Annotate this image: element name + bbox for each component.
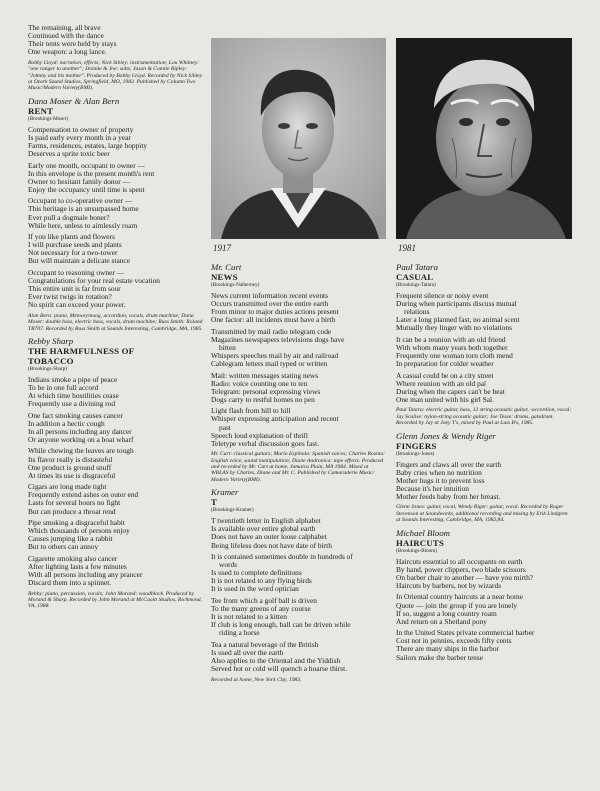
song-rent	[28, 96, 203, 332]
lyric-line: riding a horse	[219, 628, 260, 638]
column-middle	[211, 258, 386, 686]
lyric-line: At which time hostilities cease	[28, 391, 119, 401]
lyric-line: Owner to hesitant family donor —	[28, 176, 131, 186]
song-lyrics	[396, 558, 572, 662]
lyric-stanza	[211, 641, 386, 673]
lyric-line: Discard them into a spinnet.	[28, 578, 112, 588]
lyric-line: Haircuts by barbers, not by wizards	[396, 580, 502, 590]
lyric-stanza	[211, 517, 386, 549]
lyric-line: One man united with his girl Sal.	[396, 394, 494, 404]
lyric-line: Which thousands of persons enjoy	[28, 526, 130, 536]
lyric-line: One product is ground snuff	[28, 462, 112, 472]
lyric-line: By hand, power clippers, two blade scissors	[396, 564, 526, 574]
song-credit: Recorded at home, New York City, 1983.	[211, 676, 302, 683]
lyric-line: News current information recent events	[211, 291, 328, 300]
lyric-line: While chewing the leaves are tough	[28, 446, 134, 456]
lyric-line: There are many ships in the harbor	[396, 644, 500, 654]
lyric-stanza	[211, 553, 386, 593]
lyric-stanza	[28, 376, 203, 408]
song-publisher: (Brookings-Kramer)	[211, 507, 254, 514]
song-artist: Mr. Curt	[211, 262, 242, 272]
song-artist: Paul Tatara	[396, 262, 438, 272]
lyric-line: I will purchase seeds and plants	[28, 240, 122, 250]
song-title: FINGERS	[396, 440, 437, 451]
song-credit: Paul Tatara: electric guitar, bass, 12 string acoustic guitar, -accordion, vocal; Jay Scalise: nylon-string acoustic guitar; Joe Tesse: drums, gatsdrum. Recorded by Jay at Joey T's, mixed by Paul at Luis B's, 1985.	[396, 407, 572, 427]
lyric-line: Frequently one woman torn cloth mend	[396, 351, 513, 361]
lyric-line: Because it's her intuition	[396, 483, 469, 493]
lyric-stanza	[211, 372, 386, 404]
lyric-line: Pipe smoking a disgraceful habit	[28, 518, 125, 527]
lyric-line: It is used in the word optician	[211, 584, 299, 594]
lyric-line: Not necessary for a two-tower	[28, 248, 118, 258]
song-lyrics	[211, 517, 386, 673]
lyric-line: In all persons including any dancer	[28, 426, 132, 436]
lyric-line: To the many greens of any course	[211, 604, 311, 613]
lyric-line: Where reunion with an old pal	[396, 378, 487, 388]
lyric-line: Mother hugs it to prevent loss	[396, 475, 485, 485]
lyric-line: Ever pull a dogmale boner?	[28, 212, 110, 222]
song-publisher: (Brookings-Moser)	[28, 115, 69, 122]
lyric-stanza	[28, 269, 203, 309]
song-artist: Glenn Jones & Wendy Riger	[396, 430, 496, 441]
song-credit: Mr. Curt: classical guitars; Mario Espinola: Spanish voices; Charles Rosina: English voice, sound manipulation; Diane Andronica: tape effects. Produced and recorded by Mr. Curt at home, Jamaica Plain, MA 1984. Mixed at WBLAS by Charles, Diane and Mr. C. Published by Camaraderie Music/ Modern Variety(BMI).	[211, 451, 386, 483]
lyric-line: relations	[404, 307, 430, 317]
song-publisher: (Brookings-Jones)	[396, 450, 435, 457]
song-title: HAIRCUTS	[396, 537, 445, 548]
lyric-line: One fact smoking causes cancer	[28, 410, 123, 420]
lyric-line: Indians smoke a pipe of peace	[28, 374, 118, 384]
portrait-1917-image	[211, 38, 386, 239]
lyric-line: Occupant to reasoning owner —	[28, 267, 125, 277]
song-publisher: (Brookings-Bloom)	[396, 547, 437, 554]
lyric-line: Fingers and claws all over the earth	[396, 459, 502, 469]
lyric-line: Deserves a sprite toxic beer	[28, 149, 110, 159]
lyric-line: Their tents were held by stays	[28, 39, 117, 49]
lyric-line: To be in one full accord	[28, 383, 99, 393]
lyric-line: Transmitted by mail radio telegram code	[211, 326, 332, 336]
lyric-line: In the United States private commercial barber	[396, 628, 535, 638]
lyric-line: A casual could be on a city street	[396, 370, 494, 380]
lyric-line: Frequently use a divining rod	[28, 399, 116, 409]
column-right	[396, 258, 572, 665]
lyric-line: Mother feeds baby from her breast.	[396, 491, 501, 501]
lyric-stanza	[396, 629, 572, 661]
lyric-stanza	[396, 336, 572, 368]
song-title: CASUAL	[396, 272, 434, 282]
lyric-line: Haircuts essential to all occupants on earth	[396, 556, 523, 566]
intro-credit: Bobby Lloyd: narration, effects; Nick Sibley: instrumentation; Lou Whitney: "one ranger to another"; Donnie & Joe: sobs; Jason & Connie Ripley: "Johnny and his mother". Produced by Bobby Lloyd. Recorded by Nick Sibley at Ozark Sound Studios, Springfield, MO, 1983. Published by Column Two Music/Modern Variety(BMI).	[28, 59, 203, 92]
lyric-line: But can produce a throat rend	[28, 506, 116, 516]
lyric-line: Frequent silence or noisy event	[396, 291, 489, 300]
song-lyrics	[28, 126, 203, 310]
lyric-line: Ever twist twigs in rotation?	[28, 292, 112, 302]
lyric-stanza	[28, 162, 203, 194]
song-lyrics	[211, 292, 386, 448]
lyric-line: On barber chair to another — have you mirth?	[396, 572, 534, 582]
song-title: NEWS	[211, 272, 238, 282]
song-news	[211, 262, 386, 483]
lyric-line: Radio: voice counting one to ten	[211, 378, 308, 388]
lyric-line: Frequently extend ashes on outer end	[28, 490, 139, 500]
lyric-stanza	[28, 233, 203, 265]
lyric-line: Compensation to owner of property	[28, 124, 134, 134]
lyric-line: This heritage is an unsurpassed home	[28, 204, 139, 214]
lyric-line: Lasts for several hours no fight	[28, 498, 121, 508]
lyric-line: But to others can annoy	[28, 542, 99, 552]
song-haircuts	[396, 528, 572, 662]
lyric-line: Cigars are long made tight	[28, 482, 107, 492]
lyric-stanza	[211, 407, 386, 447]
lyric-line: Telegram: personal expressing views	[211, 386, 321, 396]
lyric-line: No spirit can exceed your power.	[28, 300, 126, 310]
lyric-line: It is not related to any flying birds	[211, 576, 312, 586]
lyric-line: Cablegram letters mail typed or written	[211, 359, 328, 369]
lyric-line: Farms, residences, estates, large hoppity	[28, 140, 148, 150]
lyric-line: Teletype verbal discussion goes fast.	[211, 438, 320, 448]
song-t	[211, 487, 386, 683]
song-publisher: (Brookings-Tatara)	[396, 282, 436, 288]
lyric-line: Does not have an outer loose calphabet	[211, 532, 327, 542]
lyric-stanza	[28, 412, 203, 444]
lyric-stanza	[28, 519, 203, 551]
lyric-line: Cost not in pennies, exceeds fifty cents	[396, 636, 512, 646]
song-publisher: (Brookings-Sharp)	[28, 365, 67, 372]
song-title: RENT	[28, 105, 54, 116]
lyric-line: Enjoy the occupancy until time is spent	[28, 184, 145, 194]
lyric-line: During when participants discuss mutual	[396, 299, 517, 309]
lyric-line: Cigarette smoking also cancer	[28, 553, 118, 563]
song-credit: Alan Bern: piano, Memorymoog, accordion, vocals, drum machine; Dana Moser: double bass, electric bass, vocals, drum machine; Russ Smith: Roland TR707. Recorded by Russ Smith at Sounds Interesting, Cambridge, MA, 1985.	[28, 312, 203, 332]
lyric-line: Is used all over the earth	[211, 647, 284, 657]
lyric-stanza	[396, 593, 572, 625]
lyric-stanza	[28, 126, 203, 158]
lyric-stanza	[396, 372, 572, 404]
lyric-line: Also applies to the Oriental and the Yiddish	[211, 655, 341, 665]
lyric-line: Occupant to co-operative owner —	[28, 196, 133, 206]
lyric-stanza	[211, 597, 386, 637]
lyric-line: Magazines newspapers televisions dogs have	[211, 334, 345, 344]
lyric-line: It is not related to a kitten	[211, 612, 287, 622]
lyric-line: Occurs transmitted over the entire earth	[211, 299, 329, 309]
photo-old-man	[396, 38, 571, 239]
column-left	[28, 24, 203, 613]
lyric-line: Later a long planned fast, no animal scent	[396, 315, 520, 325]
lyric-line: Continued with the dance	[28, 31, 104, 41]
lyric-line: T twentieth letter in English alphabet	[211, 516, 321, 526]
lyric-line: Whispers speeches mail by air and railroad	[211, 351, 339, 361]
lyric-line: During when the capers can't be beat	[396, 386, 505, 396]
lyric-line: If club is long enough, ball can be driven while	[211, 620, 351, 630]
lyric-line: Mutually they linger with no violations	[396, 323, 512, 333]
lyric-line: bitten	[219, 342, 236, 352]
lyric-line: In addition a hectic cough	[28, 418, 105, 428]
lyric-line: If you like plants and flowers	[28, 232, 115, 242]
lyric-line: In this envelope is the present month's rent	[28, 168, 155, 178]
lyric-line: And return on a Shetland pony	[396, 616, 487, 626]
lyric-line: Is paid early every month in a year	[28, 132, 131, 142]
lyric-line: It is contained sometimes double in hundreds of	[211, 552, 353, 562]
lyric-line: The remaining, all brave	[28, 23, 101, 32]
song-casual	[396, 262, 572, 427]
lyric-line: Whisper expressing anticipation and recent	[211, 414, 339, 424]
song-artist: Rebby Sharp	[28, 335, 74, 346]
lyric-line: One weapon: a long lance.	[28, 47, 107, 57]
lyric-stanza	[28, 555, 203, 587]
lyric-line: Light flash from hill to hill	[211, 406, 291, 416]
lyric-line: Early one month, occupant to owner —	[28, 160, 145, 170]
lyric-line: From minor to major duties actions present	[211, 307, 339, 317]
song-title-line2: TOBACCO	[28, 355, 74, 366]
lyric-line: Tee from which a golf ball is driven	[211, 595, 317, 605]
song-artist: Kramer	[211, 487, 239, 498]
lyric-line: past	[219, 422, 231, 432]
lyric-line: Causes jumping like a rabbit	[28, 534, 113, 544]
lyric-line: Dogs carry to restful homes no pen	[211, 394, 315, 404]
song-title: T	[211, 497, 218, 508]
photo-year-1917: 1917	[213, 243, 231, 253]
lyric-stanza	[28, 483, 203, 515]
song-artist: Dana Moser & Alan Bern	[28, 95, 120, 106]
song-lyrics	[396, 292, 572, 404]
lyric-line: Tea a natural beverage of the British	[211, 639, 319, 649]
lyric-line: words	[219, 560, 238, 570]
lyric-line: At times its use is disgraceful	[28, 470, 116, 480]
song-lyrics	[396, 461, 572, 501]
lyric-line: Served hot or cold will quench a hoarse thirst.	[211, 664, 348, 674]
lyric-line: Mail: written messages stating news	[211, 370, 319, 380]
lyric-line: In Oriental country haircuts at a near home	[396, 592, 524, 602]
song-publisher: (Brookings-Naiberney)	[211, 282, 260, 288]
lyric-line: Speech loud explanation of thrill	[211, 430, 308, 440]
lyric-line: Congratulations for your real estate vocation	[28, 275, 160, 285]
photo-young-man	[211, 38, 386, 239]
song-tobacco	[28, 336, 203, 610]
lyric-line: If so, suggest a long country roam	[396, 608, 497, 618]
lyric-stanza	[396, 292, 572, 332]
lyric-line: Baby cries when no nutrition	[396, 467, 482, 477]
lyric-stanza	[28, 197, 203, 229]
lyric-line: With whom many years both together	[396, 342, 508, 352]
lyric-line: Is available over entire global earth	[211, 524, 316, 534]
lyric-line: Its flavor really is distasteful	[28, 454, 113, 464]
lyric-line: Sailors make the barber tense	[396, 652, 484, 662]
lyric-stanza	[396, 558, 572, 590]
song-lyrics	[28, 376, 203, 587]
song-title-line1: THE HARMFULNESS OF	[28, 345, 135, 356]
lyric-line: After lighting lasts a few minutes	[28, 561, 127, 571]
lyric-stanza	[396, 461, 572, 501]
song-artist: Michael Bloom	[396, 527, 450, 538]
lyric-stanza	[28, 447, 203, 479]
lyric-line: Or anyone working on a boat wharf	[28, 434, 134, 444]
lyric-stanza	[211, 292, 386, 324]
lyric-line: It can be a reunion with an old friend	[396, 334, 506, 344]
photo-year-1981: 1981	[398, 243, 416, 253]
lyric-line: But will maintain a delicate stance	[28, 256, 130, 266]
lyric-line: While here, unless to aimlessly roam	[28, 220, 138, 230]
lyric-line: Is used to complete definitions	[211, 568, 302, 578]
lyric-line: One factor: all incidents must have a birth	[211, 315, 336, 325]
lyric-stanza	[211, 328, 386, 368]
song-credit: Glenn Jones: guitar, vocal, Wendy Riger: guitar, vocal. Recorded by Roger Stevenson at Soundworks, additional recording and mixing by Erik Lindgren at Sounds Interesting, Cambridge, MA, 1982,84.	[396, 504, 568, 524]
lyric-line: Being lifeless does not have date of birth	[211, 540, 332, 550]
song-fingers	[396, 431, 572, 524]
portrait-1981-image	[396, 38, 572, 239]
lyric-line: With all persons including any prancer	[28, 569, 143, 579]
song-credit: Rebby: piano, percussion, vocals; John Morand: woodblock. Produced by Morand & Sharp. Recorded by John Morand at McCaoitt Studios, Richmond, VA, 1988.	[28, 590, 202, 610]
intro-stanza	[28, 24, 203, 56]
lyric-line: Quote — join the group if you are lonely	[396, 600, 518, 610]
lyric-line: In preparation for colder weather	[396, 359, 494, 369]
lyric-line: This entire unit is far from sour	[28, 284, 121, 294]
